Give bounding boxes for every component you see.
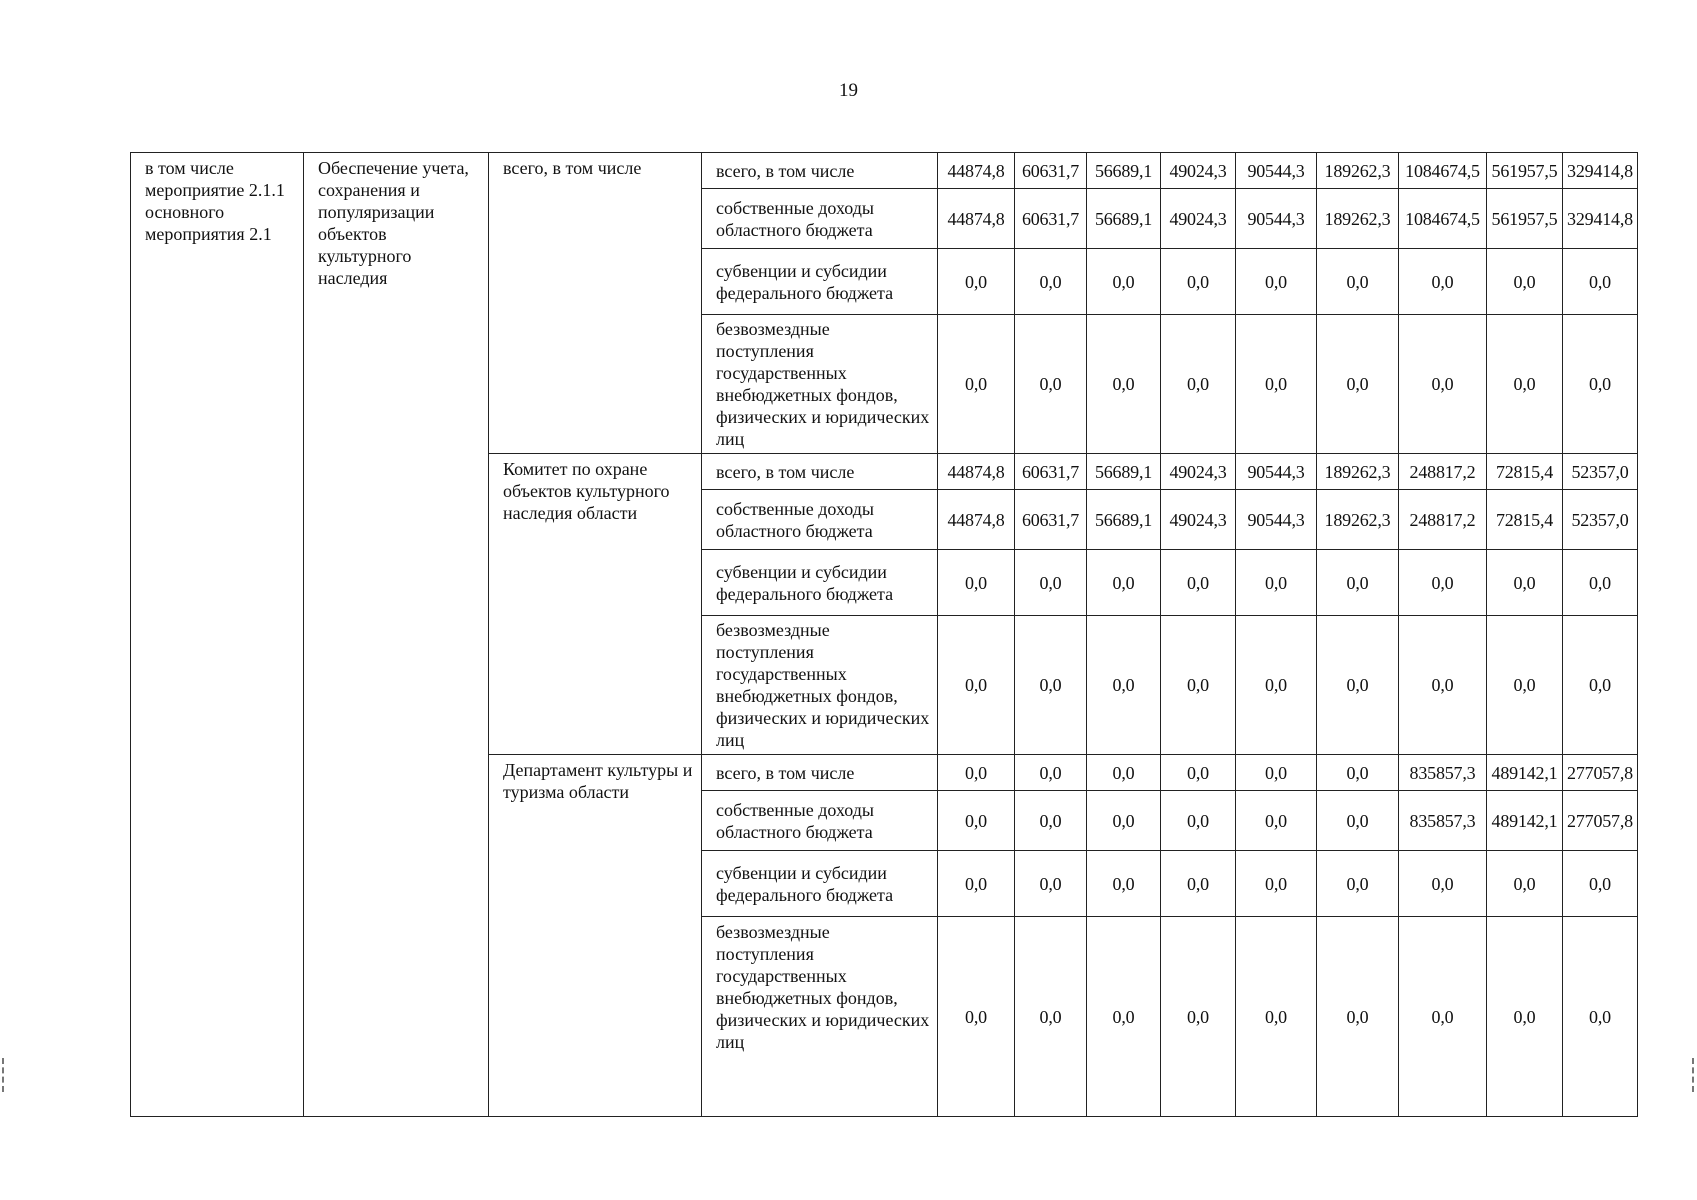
value-cell: 0,0 bbox=[938, 851, 1015, 917]
value-cell: 0,0 bbox=[1236, 249, 1317, 315]
value-cell: 0,0 bbox=[1087, 791, 1161, 851]
value-cell: 0,0 bbox=[1236, 315, 1317, 454]
value-cell: 0,0 bbox=[1161, 791, 1236, 851]
value-cell: 0,0 bbox=[1015, 315, 1087, 454]
event-cell: в том числе мероприятие 2.1.1 основного мероприятия 2.1 bbox=[131, 153, 304, 1117]
funding-source-cell: собственные доходы областного бюджета bbox=[702, 189, 938, 249]
value-cell: 0,0 bbox=[1161, 917, 1236, 1117]
value-cell: 0,0 bbox=[1087, 755, 1161, 791]
value-cell: 60631,7 bbox=[1015, 490, 1087, 550]
value-cell: 1084674,5 bbox=[1399, 189, 1487, 249]
value-cell: 0,0 bbox=[938, 755, 1015, 791]
scan-edge-mark-right bbox=[1692, 1058, 1696, 1092]
value-cell: 0,0 bbox=[938, 315, 1015, 454]
value-cell: 72815,4 bbox=[1487, 454, 1563, 490]
funding-source-cell: субвенции и субсидии федерального бюджета bbox=[702, 249, 938, 315]
value-cell: 0,0 bbox=[1236, 616, 1317, 755]
funding-source-cell: субвенции и субсидии федерального бюджета bbox=[702, 550, 938, 616]
value-cell: 0,0 bbox=[1087, 249, 1161, 315]
value-cell: 0,0 bbox=[1317, 917, 1399, 1117]
value-cell: 0,0 bbox=[1087, 315, 1161, 454]
value-cell: 0,0 bbox=[1317, 755, 1399, 791]
value-cell: 0,0 bbox=[1487, 917, 1563, 1117]
value-cell: 248817,2 bbox=[1399, 454, 1487, 490]
funding-source-cell: всего, в том числе bbox=[702, 454, 938, 490]
value-cell: 0,0 bbox=[1487, 249, 1563, 315]
value-cell: 0,0 bbox=[1399, 616, 1487, 755]
value-cell: 44874,8 bbox=[938, 189, 1015, 249]
value-cell: 189262,3 bbox=[1317, 189, 1399, 249]
value-cell: 0,0 bbox=[1015, 851, 1087, 917]
funding-source-cell: собственные доходы областного бюджета bbox=[702, 791, 938, 851]
value-cell: 0,0 bbox=[1563, 851, 1638, 917]
value-cell: 0,0 bbox=[1487, 616, 1563, 755]
funding-source-cell: безвозмездные поступления государственных внебюджетных фондов, физических и юридических лиц bbox=[702, 917, 938, 1117]
value-cell: 329414,8 bbox=[1563, 189, 1638, 249]
value-cell: 0,0 bbox=[938, 616, 1015, 755]
value-cell: 489142,1 bbox=[1487, 755, 1563, 791]
value-cell: 0,0 bbox=[938, 791, 1015, 851]
value-cell: 56689,1 bbox=[1087, 153, 1161, 189]
executor-cell: Департамент культуры и туризма области bbox=[489, 755, 702, 1117]
value-cell: 0,0 bbox=[1015, 755, 1087, 791]
value-cell: 0,0 bbox=[938, 550, 1015, 616]
funding-source-cell: собственные доходы областного бюджета bbox=[702, 490, 938, 550]
value-cell: 0,0 bbox=[1161, 249, 1236, 315]
value-cell: 90544,3 bbox=[1236, 189, 1317, 249]
value-cell: 0,0 bbox=[1563, 550, 1638, 616]
value-cell: 0,0 bbox=[1015, 616, 1087, 755]
value-cell: 835857,3 bbox=[1399, 791, 1487, 851]
scan-edge-mark-left bbox=[2, 1058, 6, 1092]
value-cell: 72815,4 bbox=[1487, 490, 1563, 550]
value-cell: 0,0 bbox=[1087, 550, 1161, 616]
value-cell: 0,0 bbox=[1087, 917, 1161, 1117]
value-cell: 0,0 bbox=[938, 917, 1015, 1117]
table-row bbox=[131, 153, 1638, 189]
value-cell: 56689,1 bbox=[1087, 454, 1161, 490]
value-cell: 90544,3 bbox=[1236, 454, 1317, 490]
value-cell: 189262,3 bbox=[1317, 490, 1399, 550]
value-cell: 0,0 bbox=[1563, 249, 1638, 315]
value-cell: 0,0 bbox=[1399, 917, 1487, 1117]
value-cell: 0,0 bbox=[1236, 851, 1317, 917]
value-cell: 0,0 bbox=[1399, 550, 1487, 616]
value-cell: 0,0 bbox=[1399, 315, 1487, 454]
value-cell: 0,0 bbox=[1317, 791, 1399, 851]
value-cell: 60631,7 bbox=[1015, 189, 1087, 249]
value-cell: 56689,1 bbox=[1087, 189, 1161, 249]
value-cell: 189262,3 bbox=[1317, 454, 1399, 490]
value-cell: 561957,5 bbox=[1487, 153, 1563, 189]
value-cell: 0,0 bbox=[1317, 315, 1399, 454]
value-cell: 52357,0 bbox=[1563, 490, 1638, 550]
page-number: 19 bbox=[839, 80, 858, 101]
executor-cell: всего, в том числе bbox=[489, 153, 702, 454]
value-cell: 49024,3 bbox=[1161, 153, 1236, 189]
value-cell: 0,0 bbox=[1087, 616, 1161, 755]
value-cell: 0,0 bbox=[1161, 550, 1236, 616]
value-cell: 60631,7 bbox=[1015, 153, 1087, 189]
value-cell: 835857,3 bbox=[1399, 755, 1487, 791]
value-cell: 56689,1 bbox=[1087, 490, 1161, 550]
value-cell: 90544,3 bbox=[1236, 153, 1317, 189]
funding-source-cell: субвенции и субсидии федерального бюджета bbox=[702, 851, 938, 917]
value-cell: 561957,5 bbox=[1487, 189, 1563, 249]
value-cell: 0,0 bbox=[1487, 851, 1563, 917]
value-cell: 44874,8 bbox=[938, 153, 1015, 189]
value-cell: 60631,7 bbox=[1015, 454, 1087, 490]
value-cell: 52357,0 bbox=[1563, 454, 1638, 490]
value-cell: 0,0 bbox=[1236, 791, 1317, 851]
value-cell: 0,0 bbox=[1399, 249, 1487, 315]
value-cell: 0,0 bbox=[1161, 755, 1236, 791]
value-cell: 0,0 bbox=[1317, 616, 1399, 755]
value-cell: 277057,8 bbox=[1563, 755, 1638, 791]
value-cell: 0,0 bbox=[1317, 550, 1399, 616]
value-cell: 0,0 bbox=[1317, 249, 1399, 315]
value-cell: 0,0 bbox=[1015, 917, 1087, 1117]
funding-source-cell: всего, в том числе bbox=[702, 755, 938, 791]
value-cell: 189262,3 bbox=[1317, 153, 1399, 189]
value-cell: 0,0 bbox=[1015, 791, 1087, 851]
value-cell: 0,0 bbox=[1236, 550, 1317, 616]
value-cell: 0,0 bbox=[1317, 851, 1399, 917]
value-cell: 0,0 bbox=[1487, 315, 1563, 454]
value-cell: 0,0 bbox=[1236, 917, 1317, 1117]
value-cell: 0,0 bbox=[1015, 249, 1087, 315]
value-cell: 0,0 bbox=[1015, 550, 1087, 616]
value-cell: 1084674,5 bbox=[1399, 153, 1487, 189]
value-cell: 49024,3 bbox=[1161, 189, 1236, 249]
budget-table bbox=[130, 152, 1638, 1117]
value-cell: 49024,3 bbox=[1161, 490, 1236, 550]
funding-source-cell: безвозмездные поступления государственных внебюджетных фондов, физических и юридических лиц bbox=[702, 315, 938, 454]
value-cell: 0,0 bbox=[1487, 550, 1563, 616]
value-cell: 0,0 bbox=[1161, 851, 1236, 917]
value-cell: 329414,8 bbox=[1563, 153, 1638, 189]
value-cell: 277057,8 bbox=[1563, 791, 1638, 851]
budget-table-body bbox=[131, 153, 1638, 1117]
value-cell: 0,0 bbox=[1563, 917, 1638, 1117]
executor-cell: Комитет по охране объектов культурного наследия области bbox=[489, 454, 702, 755]
value-cell: 0,0 bbox=[1563, 315, 1638, 454]
value-cell: 0,0 bbox=[1161, 315, 1236, 454]
value-cell: 0,0 bbox=[1236, 755, 1317, 791]
value-cell: 90544,3 bbox=[1236, 490, 1317, 550]
value-cell: 0,0 bbox=[938, 249, 1015, 315]
value-cell: 489142,1 bbox=[1487, 791, 1563, 851]
funding-source-cell: всего, в том числе bbox=[702, 153, 938, 189]
value-cell: 248817,2 bbox=[1399, 490, 1487, 550]
value-cell: 0,0 bbox=[1563, 616, 1638, 755]
value-cell: 0,0 bbox=[1161, 616, 1236, 755]
value-cell: 0,0 bbox=[1399, 851, 1487, 917]
value-cell: 44874,8 bbox=[938, 454, 1015, 490]
value-cell: 44874,8 bbox=[938, 490, 1015, 550]
value-cell: 49024,3 bbox=[1161, 454, 1236, 490]
value-cell: 0,0 bbox=[1087, 851, 1161, 917]
description-cell: Обеспечение учета, сохранения и популяризации объектов культурного наследия bbox=[304, 153, 489, 1117]
funding-source-cell: безвозмездные поступления государственных внебюджетных фондов, физических и юридических лиц bbox=[702, 616, 938, 755]
